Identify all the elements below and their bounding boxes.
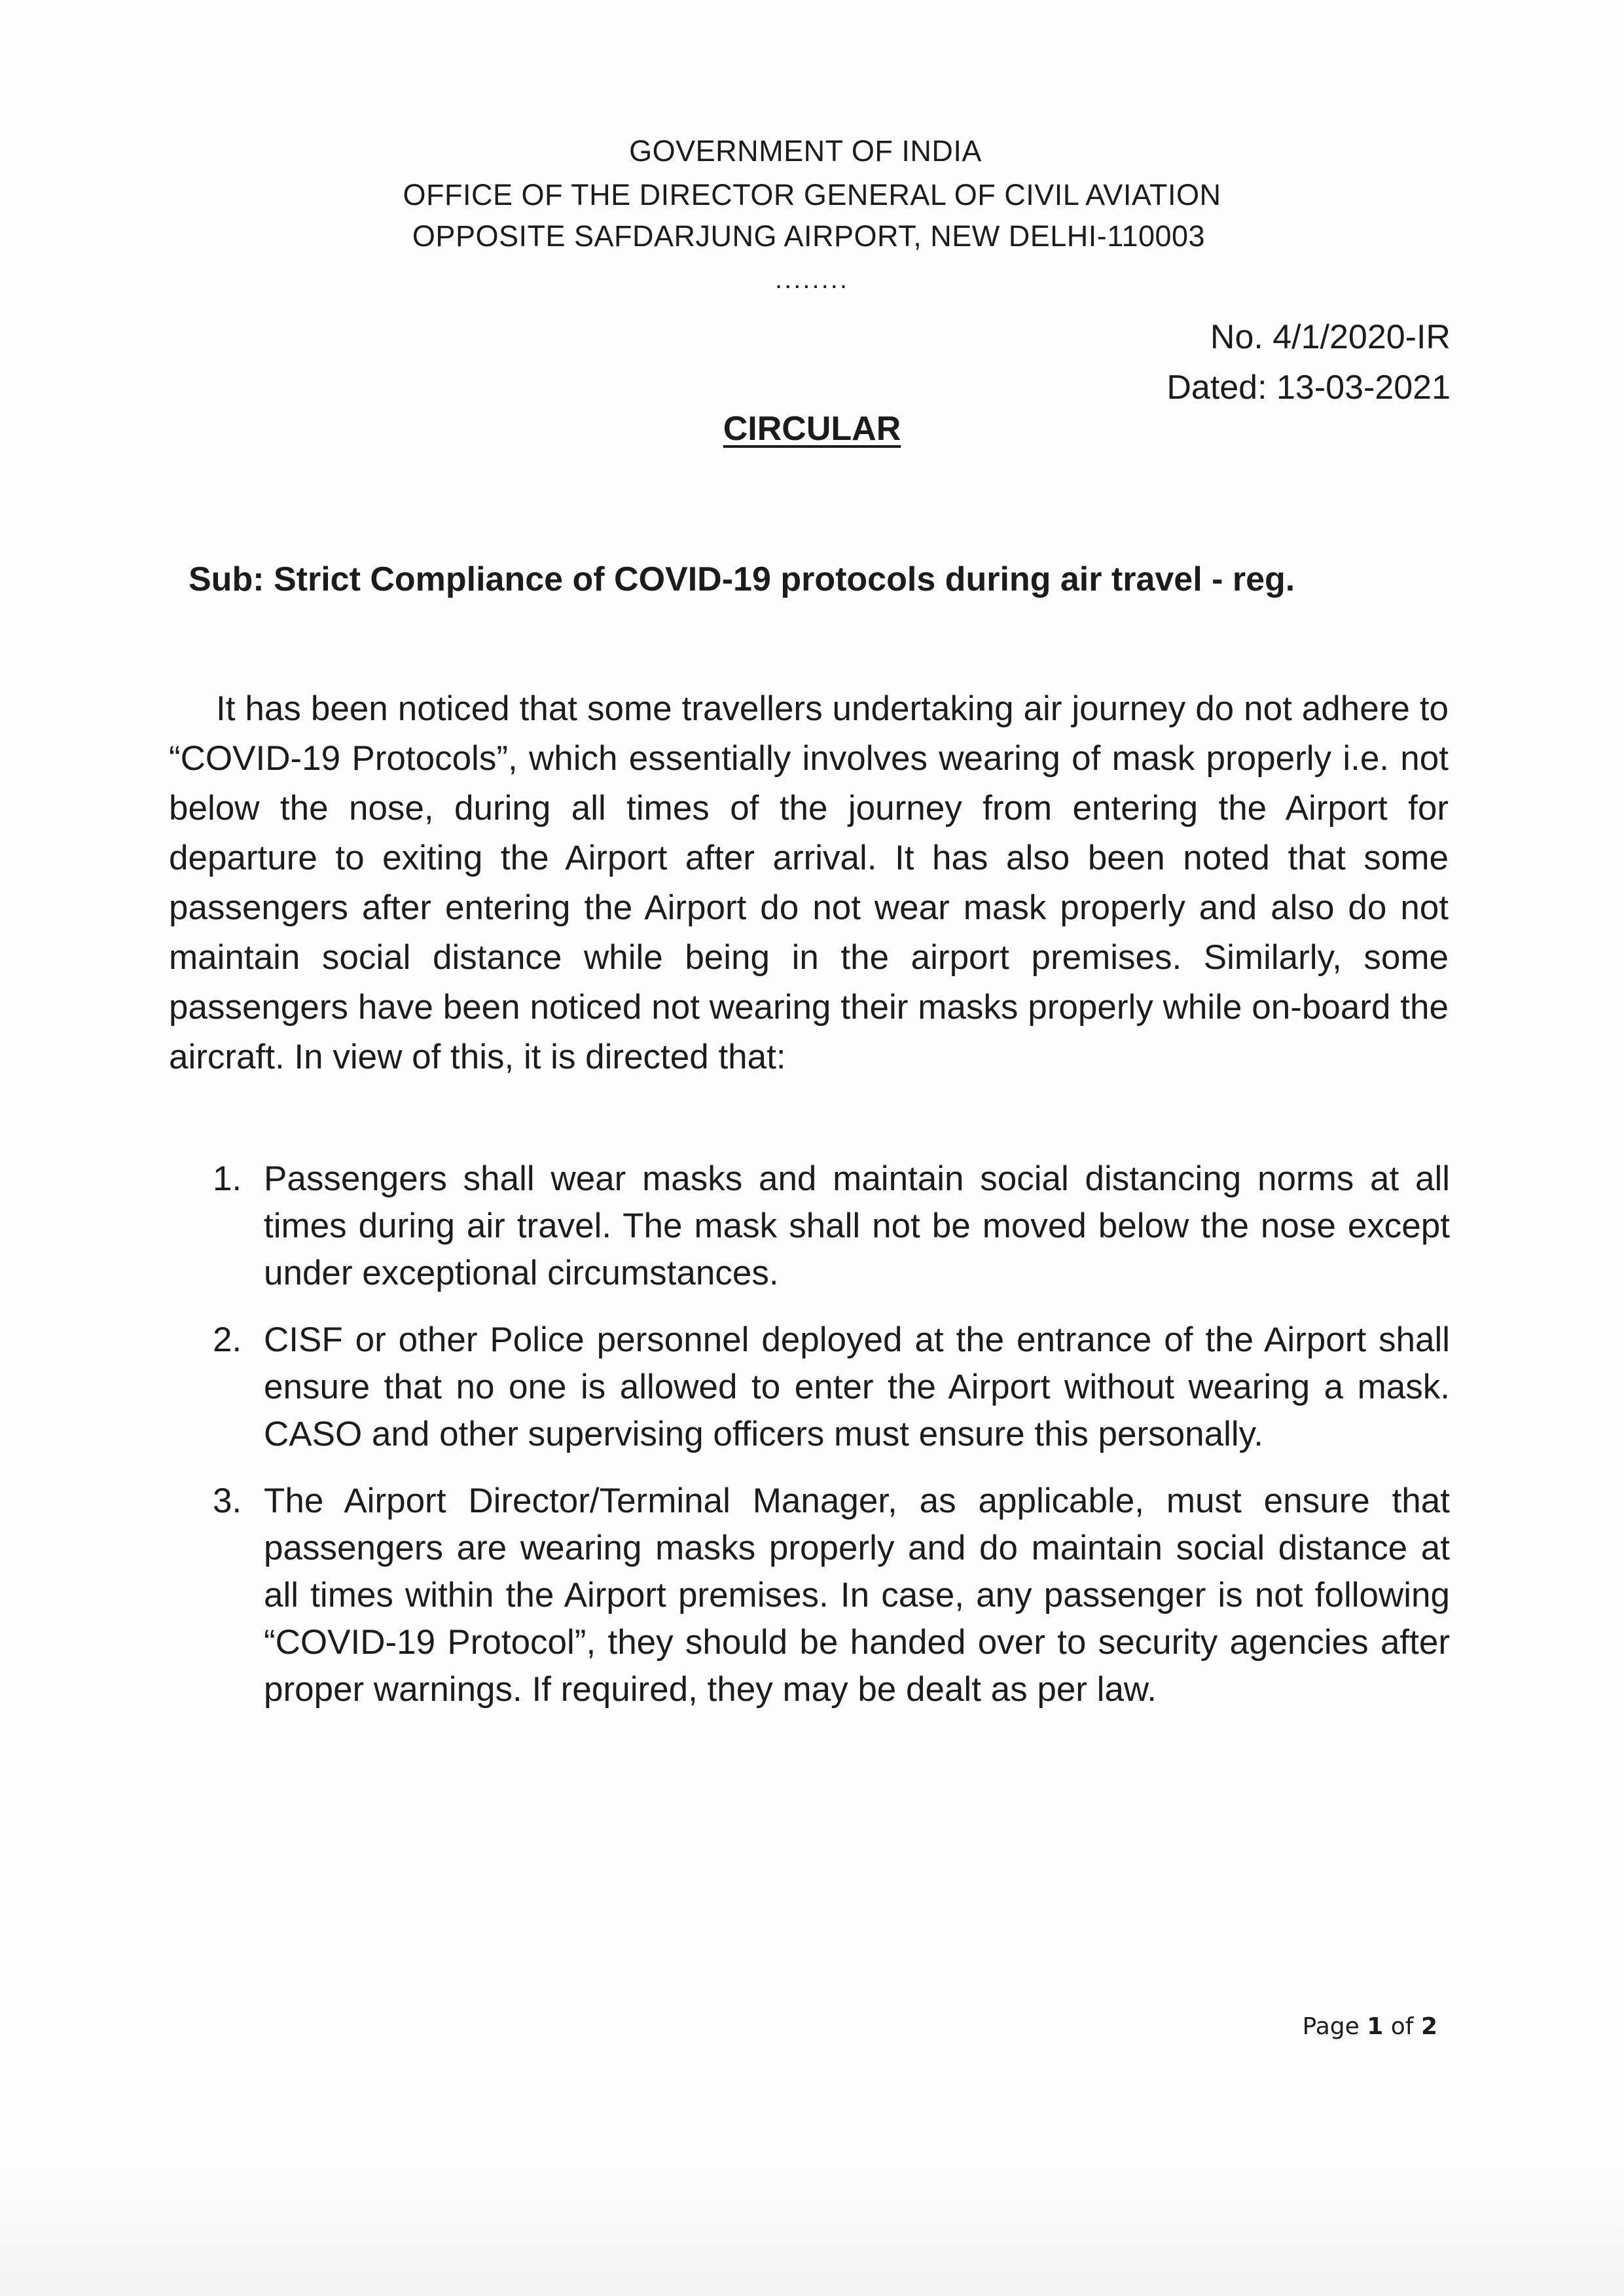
directive-text: Passengers shall wear masks and maintain social distancing norms at all times during air travel. The mask shall not be moved below the nose except under exceptional circumstances. [264, 1159, 1450, 1292]
header-government: GOVERNMENT OF INDIA [629, 134, 982, 168]
directive-number: 1. [213, 1159, 242, 1198]
footer-of-label: of [1390, 2013, 1414, 2040]
directive-item [213, 1317, 1450, 1458]
document-title: CIRCULAR [723, 410, 901, 448]
directive-text: CISF or other Police personnel deployed at the entrance of the Airport shall ensure that no one is allowed to enter the Airport without wearing a mask. CASO and other supervising officers must ensure this personally. [264, 1321, 1450, 1453]
body-paragraph: It has been noticed that some travellers undertaking air journey do not adhere to “COVID-19 Protocols”, which essentially involves wearing of mask properly i.e. not below the nose, during all times of the journey from entering the Airport for departure to exiting the Airport after arrival. It has also been noted that some passengers after entering the Airport do not wear mask properly and also do not maintain social distance while being in the airport premises. Similarly, some passengers have been noticed not wearing their masks properly while on-board the aircraft. In view of this, it is directed that: [169, 689, 1449, 1076]
reference-date: Dated: 13-03-2021 [1166, 369, 1451, 407]
subject-line: Sub: Strict Compliance of COVID-19 protocols during air travel - reg. [189, 560, 1295, 598]
header-office: OFFICE OF THE DIRECTOR GENERAL OF CIVIL AVIATION [403, 178, 1221, 211]
directive-number: 2. [213, 1321, 242, 1359]
footer-page-label: Page [1302, 2013, 1360, 2040]
directive-item [213, 1156, 1450, 1297]
directives-list [213, 1156, 1450, 1733]
reference-number: No. 4/1/2020-IR [1210, 318, 1451, 356]
scan-bottom-edge [0, 2160, 1624, 2296]
directive-text: The Airport Director/Terminal Manager, as applicable, must ensure that passengers are wearing masks properly and do maintain social distance at all times within the Airport premises. In case, any passenger is not following “COVID-19 Protocol”, they should be handed over to security agencies after proper warnings. If required, they may be dealt as per law. [264, 1482, 1450, 1709]
header-separator: ........ [775, 265, 849, 294]
footer-current-page: 1 [1367, 2013, 1384, 2040]
header-address: OPPOSITE SAFDARJUNG AIRPORT, NEW DELHI-110003 [412, 219, 1206, 253]
page-footer [1303, 2013, 1437, 2040]
footer-total-pages: 2 [1420, 2013, 1437, 2040]
directive-item [213, 1478, 1450, 1713]
directive-number: 3. [213, 1482, 242, 1520]
